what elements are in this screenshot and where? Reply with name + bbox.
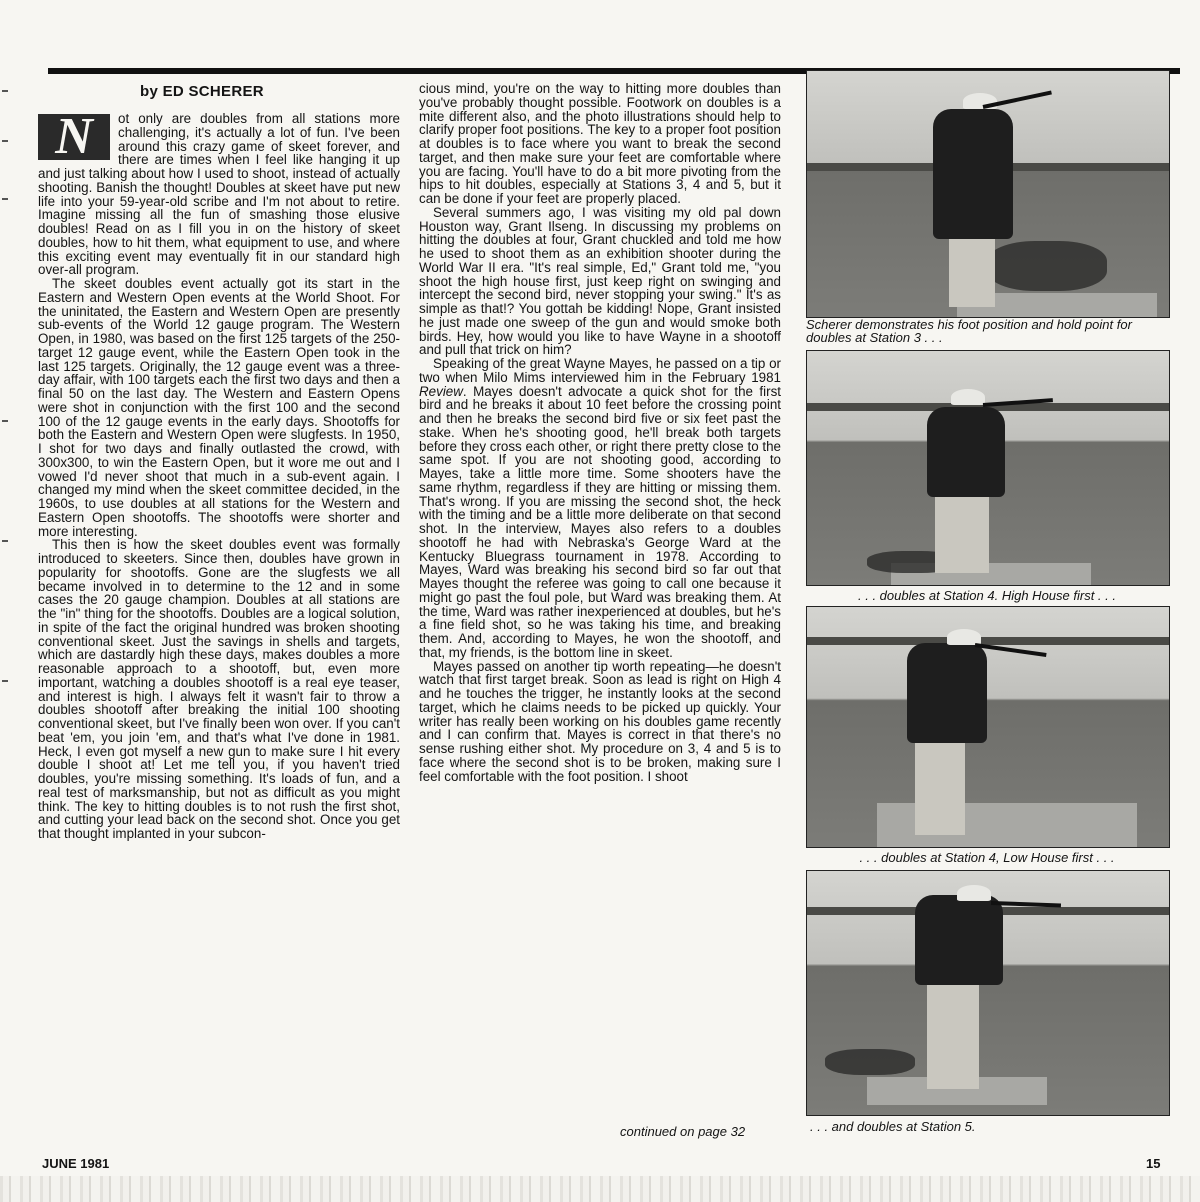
photo-station-4-high-house xyxy=(806,350,1170,586)
binding-mark xyxy=(2,420,8,422)
article-column-1 xyxy=(38,112,400,1148)
byline: by ED SCHERER xyxy=(140,83,264,100)
drop-cap: N xyxy=(38,114,110,160)
paragraph-2: The skeet doubles event actually got its start in the Eastern and Western Open events at the World Shoot. For the uninitated, the Eastern and Western Open are presently sub-events of the World 12 gauge program. The Western Open, in 1980, was based on the first 125 targets of the 250-target 12 gauge event, while the Eastern Open took in the last 125 targets. Originally, the 12 gauge event was a three-day affair, with 100 targets each the first two days and then a final 50 on the last day. The Western and Eastern Opens were shot in conjunction with the first 100 and the second 100 of the 12 gauge events in the early days. Shootoffs for both the Eastern and Western Open were slugfests. In 1950, I shot for two days and finally outlasted the crowd, with 300x300, to win the Eastern Open, but it wore me out and I vowed I'd never shoot that much in a sub-event again. I changed my mind when the skeet committee decided, in the 1960s, to use doubles at all stations for the Western and Eastern Open shootoffs. The shootoffs were shorter and more interesting. xyxy=(38,276,400,539)
photo-station-5 xyxy=(806,870,1170,1116)
paragraph-6 xyxy=(419,357,781,660)
binding-mark xyxy=(2,90,8,92)
continued-note: continued on page 32 xyxy=(620,1124,746,1139)
photo-caption-2: . . . doubles at Station 4. High House first . . . xyxy=(858,588,1116,603)
photo-caption-4: . . . and doubles at Station 5. xyxy=(810,1119,976,1134)
article-column-2 xyxy=(419,82,781,1142)
issue-date: JUNE 1981 xyxy=(42,1156,110,1171)
paragraph-3: This then is how the skeet doubles event was formally introduced to skeeters. Since then, doubles have grown in popularity for shootoffs. Gone are the slugfests we all became involved in to determine to the 12 and in some cases the 20 gauge champion. Doubles at all stations are the "in" thing for the shootoffs. Doubles are a logical solution, in spite of the fact the original hundred was broken shooting conventional skeet. Just the savings in shells and targets, which are dastardly high these days, makes doubles a more reasonable approach to a shootoff, but, even more important, watching a doubles shootoff is a real eye teaser, and interest is high. I always felt it wasn't fair to throw a doubles shootoff after breaking the initial 100 shooting conventional skeet, but I've finally been won over. If you can't beat 'em, you join 'em, and that's what I've done in 1981. Heck, I even got myself a new gun to make sure I hit every double I shoot at! Let me tell you, if you haven't tried doubles, you're missing something. It's loads of fun, and a real test of marksmanship, but not as difficult as you might think. The key to hitting doubles is to not rush the first shot, and cutting your lead back on the second shot. Once you get that thought implanted in your subcon- xyxy=(38,537,400,841)
magazine-title: Review xyxy=(419,383,463,399)
paragraph-1 xyxy=(38,112,400,277)
photo-caption-1: Scherer demonstrates his foot position and hold point for doubles at Station 3 . . . xyxy=(806,317,1132,345)
paragraph-6-lead: Speaking of the great Wayne Mayes, he passed on a tip or two when Milo Mims interviewed him in the February 1981 xyxy=(419,356,781,385)
paragraph-1-text: ot only are doubles from all stations more challenging, it's actually a lot of fun. I've been around this crazy game of skeet forever, and there are times when I feel like hanging it up and just talking about how I used to shoot, instead of actually shooting. Banish the thought! Doubles at skeet have put new life into your 59-year-old scribe and I'm not about to retire. Imagine missing all the fun of smashing those elusive doubles! Read on as I fill you in on the history of skeet doubles, how to hit them, what equipment to use, and where this exciting event may eventually fit in our standard high over-all program. xyxy=(38,112,400,278)
scan-edge-noise xyxy=(0,1176,1200,1202)
photo-station-3 xyxy=(806,70,1170,318)
binding-mark xyxy=(2,198,8,200)
paragraph-5: Several summers ago, I was visiting my old pal down Houston way, Grant Ilseng. In discussing my problems on hitting the doubles at four, Grant chuckled and told me how he used to shoot them as an exhibition shooter during the World War II era. "It's real simple, Ed," Grant told me, "you shoot the high house first, just keep right on swinging and intercept the second bird, never stopping your swing." It's as simple as that!? You gottah be kidding! Nope, Grant insisted he just made one sweep of the gun and would smoke both birds. Hey, how would you like to have Wayne in a shootoff and pull that trick on him? xyxy=(419,204,781,358)
paragraph-6-rest: . Mayes doesn't advocate a quick shot for the first bird and he breaks it about 10 feet before the crossing point and then he breaks the second bird five or six feet past the stake. When he's shooting good, he'll break both targets before they cross each other, or right there pretty close to the same spot. If you are not shooting good, according to Mayes, take a little more time. Some shooters have the same rhythm, regardless if they are hitting or missing them. That's wrong. If you are missing the second shot, the heck with the timing and be a little more deliberate on that second shot. In the interview, Mayes also refers to a doubles shootoff he had with Nebraska's George Ward at the Kentucky Bluegrass tournament in 1978. According to Mayes, Ward was breaking his second bird so far out that Mayes thought the referee was going to call one because it might go past the foul pole, but Ward was breaking them. At the time, Ward was rather inexperienced at doubles, but he's a fine field shot, so he was taking his time, and breaking them. And, according to Mayes, he won the shootoff, and that, my friends, is the bottom line in skeet. xyxy=(419,383,781,660)
photo-station-4-low-house xyxy=(806,606,1170,848)
photo-caption-3: . . . doubles at Station 4, Low House first . . . xyxy=(859,850,1115,865)
binding-mark xyxy=(2,540,8,542)
page-number: 15 xyxy=(1146,1156,1161,1171)
binding-mark xyxy=(2,140,8,142)
paragraph-4: cious mind, you're on the way to hitting more doubles than you've probably thought possible. Footwork on doubles is a mite different also, and the photo illustrations should help to clarify proper foot positions. The key to a proper foot position at doubles is to face where you want to break the second target, and then make sure your feet are comfortable where you are facing. You'll have to do a bit more pivoting from the hips to hit doubles, especially at Stations 3, 4 and 5, but it can be done if your feet are properly placed. xyxy=(419,82,781,206)
binding-mark xyxy=(2,680,8,682)
paragraph-7: Mayes passed on another tip worth repeating—he doesn't watch that first target break. Soon as lead is right on High 4 and he touches the trigger, he instantly looks at the second target, which he claims needs to be picked up quickly. Your writer has really been working on his doubles game recently and I can confirm that. Mayes is correct in that there's no sense rushing either shot. My procedure on 3, 4 and 5 is to face where the second shot is to be broken, making sure I feel comfortable with the foot position. I shoot xyxy=(419,658,781,784)
